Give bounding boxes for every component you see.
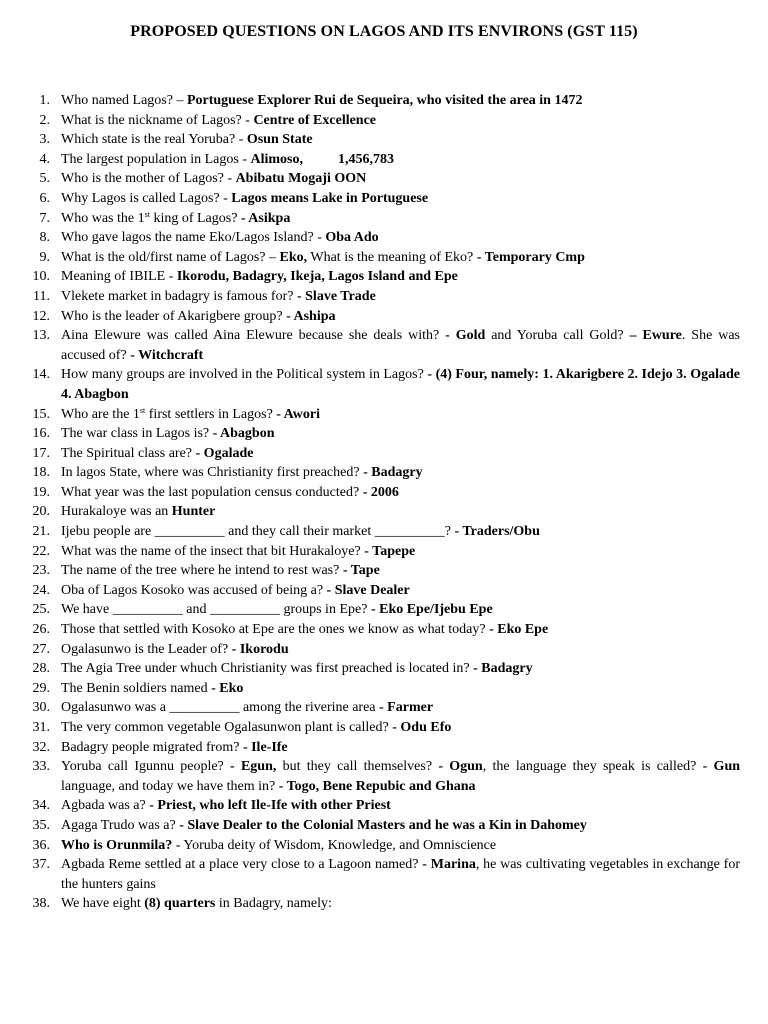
question-text: What is the nickname of Lagos? - xyxy=(61,112,254,128)
question-item xyxy=(0,600,768,620)
question-item xyxy=(0,836,768,856)
question-item xyxy=(0,267,768,287)
question-item xyxy=(0,463,768,483)
answer-text: - Abagbon xyxy=(212,426,275,442)
question-item xyxy=(0,816,768,836)
question-text: Who is the leader of Akarigbere group? xyxy=(61,308,287,324)
question-text: We have eight xyxy=(61,896,145,912)
answer-text: - Badagry xyxy=(363,465,423,481)
question-text: Hurakaloye was an xyxy=(61,504,172,520)
question-item xyxy=(0,855,768,894)
question-item xyxy=(0,640,768,660)
superscript-text: st xyxy=(139,405,146,415)
question-number: 22. xyxy=(32,543,50,559)
question-text: Which state is the real Yoruba? - xyxy=(61,132,247,148)
answer-text: Centre of Excellence xyxy=(253,112,377,128)
question-item xyxy=(0,796,768,816)
question-item xyxy=(0,405,768,425)
question-text: Who gave lagos the name Eko/Lagos Island? - xyxy=(61,230,326,246)
question-item xyxy=(0,111,768,131)
question-number: 12. xyxy=(32,308,50,324)
answer-text: Alimoso, xyxy=(250,151,303,167)
answer-text: - Eko xyxy=(211,680,244,696)
question-number: 9. xyxy=(39,249,50,265)
question-number: 15. xyxy=(32,406,50,422)
question-item xyxy=(0,150,768,170)
question-number: 33. xyxy=(32,759,50,775)
answer-text: - Temporary Cmp xyxy=(476,249,585,265)
answer-text: – Ewure xyxy=(629,328,682,344)
question-text: In lagos State, where was Christianity first preached? xyxy=(61,465,364,481)
question-number: 6. xyxy=(39,190,50,206)
question-text: but they call themselves? xyxy=(276,759,439,775)
question-number: 36. xyxy=(32,837,50,853)
question-number: 8. xyxy=(39,230,50,246)
question-text: Who named Lagos? – xyxy=(61,93,187,108)
question-text: Agaga Trudo was a? xyxy=(61,817,180,833)
question-text: Badagry people migrated from? xyxy=(61,739,243,755)
answer-text: 1,456,783 xyxy=(337,151,394,167)
question-number: 24. xyxy=(32,582,50,598)
question-text: first settlers in Lagos? xyxy=(145,406,277,422)
question-number: 3. xyxy=(39,132,50,148)
answer-text: Lagos means Lake in Portuguese xyxy=(231,190,429,206)
question-item xyxy=(0,326,768,365)
question-text: What is the old/first name of Lagos? – xyxy=(61,249,280,265)
question-item xyxy=(0,738,768,758)
question-number: 34. xyxy=(32,798,50,814)
answer-text: - Slave Trade xyxy=(296,288,376,304)
question-number: 31. xyxy=(32,720,50,735)
question-text: Who are the 1 xyxy=(61,406,140,422)
question-number: 27. xyxy=(32,641,50,657)
question-text xyxy=(303,152,338,167)
answer-text: - Ogalade xyxy=(195,445,254,461)
answer-text: - Tapepe xyxy=(364,543,416,559)
question-text: Meaning of IBILE - xyxy=(61,269,177,285)
question-item xyxy=(0,209,768,229)
answer-text: Abibatu Mogaji OON xyxy=(235,171,367,187)
question-number: 23. xyxy=(32,563,50,579)
answer-text: - Slave Dealer xyxy=(326,582,410,598)
question-item xyxy=(0,894,768,914)
answer-text: Eko, xyxy=(279,249,308,265)
question-text: Who is the mother of Lagos? - xyxy=(61,171,236,187)
question-text: The Benin soldiers named xyxy=(61,680,212,696)
answer-text: - Awori xyxy=(276,406,320,422)
page-title: PROPOSED QUESTIONS ON LAGOS AND ITS ENVIRONS (GST 115) xyxy=(130,23,638,40)
question-number: 1. xyxy=(39,93,50,108)
question-text: king of Lagos? xyxy=(149,210,241,226)
question-text: Ijebu people are __________ and they call their market __________? xyxy=(61,524,455,540)
question-item xyxy=(0,561,768,581)
question-number: 18. xyxy=(32,465,50,481)
question-number: 29. xyxy=(32,680,50,696)
answer-text: Hunter xyxy=(171,504,216,520)
question-text: The Agia Tree under whuch Christianity was first preached is located in? xyxy=(61,661,474,677)
answer-text: - Odu Efo xyxy=(392,720,452,735)
question-number: 11. xyxy=(33,288,50,304)
question-number: 19. xyxy=(32,484,50,500)
answer-text: Oba Ado xyxy=(325,230,379,246)
question-text: Vlekete market in badagry is famous for? xyxy=(61,288,297,304)
answer-text: - 2006 xyxy=(362,484,399,500)
question-number: 26. xyxy=(32,622,50,638)
question-text: The war class in Lagos is? xyxy=(61,426,213,442)
question-item xyxy=(0,581,768,601)
question-number: 5. xyxy=(39,171,50,187)
question-item xyxy=(0,757,768,796)
question-item xyxy=(0,620,768,640)
answer-text: - Witchcraft xyxy=(130,347,204,363)
question-item xyxy=(0,424,768,444)
question-text: We have __________ and __________ groups in Epe? xyxy=(61,602,371,618)
answer-text: - Ogun xyxy=(438,759,483,775)
question-item xyxy=(0,502,768,522)
superscript-text: st xyxy=(144,209,150,219)
question-item xyxy=(0,287,768,307)
question-text: The very common vegetable Ogalasunwon plant is called? xyxy=(61,720,393,735)
question-item xyxy=(0,365,768,404)
question-text: What year was the last population census conducted? xyxy=(61,484,363,500)
question-text: Agbada was a? xyxy=(61,798,150,814)
answer-text: - Gun xyxy=(702,759,741,775)
question-text: What was the name of the insect that bit Hurakaloye? xyxy=(61,543,365,559)
question-item xyxy=(0,444,768,464)
question-number: 21. xyxy=(32,524,50,540)
question-text: What is the meaning of Eko? xyxy=(307,249,477,265)
question-item xyxy=(0,130,768,150)
answer-text: - Egun, xyxy=(230,759,277,775)
question-number: 38. xyxy=(32,896,50,912)
question-item xyxy=(0,91,768,111)
answer-text: Ikorodu, Badagry, Ikeja, Lagos Island and Epe xyxy=(176,269,458,285)
question-text: Why Lagos is called Lagos? - xyxy=(61,190,232,206)
answer-text: - Priest, who left Ile-Ife with other Priest xyxy=(149,798,391,814)
question-text: , he was cultivating vegetables in exchange for the hunters gains xyxy=(61,857,741,892)
question-number: 16. xyxy=(32,426,50,442)
question-item xyxy=(0,679,768,699)
question-number: 7. xyxy=(39,210,50,226)
question-text: The Spiritual class are? xyxy=(61,445,196,461)
answer-text: - Eko Epe/Ijebu Epe xyxy=(370,602,493,618)
question-text: - Yoruba deity of Wisdom, Knowledge, and Omniscience xyxy=(172,837,497,853)
question-number: 2. xyxy=(39,112,50,128)
question-number: 28. xyxy=(32,661,50,677)
question-text: and Yoruba call Gold? xyxy=(485,328,630,344)
question-item xyxy=(0,169,768,189)
answer-text: - Eko Epe xyxy=(489,622,549,638)
answer-text: - Farmer xyxy=(379,700,434,716)
question-item xyxy=(0,248,768,268)
answer-text: - Ile-Ife xyxy=(242,739,288,755)
question-item xyxy=(0,522,768,542)
question-item xyxy=(0,659,768,679)
question-number: 35. xyxy=(32,817,50,833)
question-text: Those that settled with Kosoko at Epe are the ones we know as what today? xyxy=(61,622,490,638)
question-text: Ogalasunwo was a __________ among the riverine area xyxy=(61,700,380,716)
question-text: Who was the 1 xyxy=(61,210,145,226)
question-item xyxy=(0,307,768,327)
answer-text: (8) quarters xyxy=(144,896,216,912)
question-text: Agbada Reme settled at a place very close to a Lagoon named? xyxy=(61,857,423,873)
question-text: language, and today we have them in? xyxy=(61,778,279,794)
answer-text: - Tape xyxy=(342,563,380,579)
answer-text: Portuguese Explorer Rui de Sequeira, who visited the area in 1472 xyxy=(186,93,583,108)
question-text: Yoruba call Igunnu people? xyxy=(61,759,231,775)
question-list xyxy=(0,91,768,914)
question-item xyxy=(0,228,768,248)
answer-text: - Gold xyxy=(445,328,486,344)
question-item xyxy=(0,189,768,209)
answer-text: - Ikorodu xyxy=(231,641,289,657)
question-item xyxy=(0,718,768,738)
question-text: . She was accused of? xyxy=(61,328,740,363)
answer-text: - Traders/Obu xyxy=(454,524,540,540)
question-number: 25. xyxy=(32,602,50,618)
question-text: Aina Elewure was called Aina Elewure because she deals with? xyxy=(61,328,446,344)
answer-text: - Badagry xyxy=(473,661,533,677)
question-item xyxy=(0,542,768,562)
answer-text: - (4) Four, namely: 1. Akarigbere 2. Idejo 3. Ogalade 4. Abagbon xyxy=(61,367,740,402)
question-item xyxy=(0,483,768,503)
answer-text: - Ashipa xyxy=(286,308,336,324)
answer-text: Who is Orunmila? xyxy=(61,837,173,853)
question-text: in Badagry, namely: xyxy=(215,896,332,912)
question-number: 20. xyxy=(32,504,50,520)
question-number: 30. xyxy=(32,700,50,716)
answer-text: - Asikpa xyxy=(240,210,291,226)
answer-text: - Marina xyxy=(422,857,476,873)
question-item xyxy=(0,698,768,718)
question-text: The name of the tree where he intend to rest was? xyxy=(61,563,343,579)
question-number: 4. xyxy=(39,151,50,167)
question-number: 13. xyxy=(32,328,50,344)
question-number: 32. xyxy=(32,739,50,755)
question-text: , the language they speak is called? xyxy=(482,759,703,775)
question-text: How many groups are involved in the Political system in Lagos? xyxy=(61,367,428,383)
question-text: The largest population in Lagos - xyxy=(61,151,251,167)
question-number: 10. xyxy=(32,269,50,285)
question-number: 17. xyxy=(32,445,50,461)
question-number: 37. xyxy=(32,857,50,873)
question-number: 14. xyxy=(32,367,50,383)
answer-text: Osun State xyxy=(246,132,313,148)
question-text: Ogalasunwo is the Leader of? xyxy=(61,641,232,657)
answer-text: - Togo, Bene Repubic and Ghana xyxy=(278,778,476,794)
question-text: Oba of Lagos Kosoko was accused of being a? xyxy=(61,582,327,598)
answer-text: - Slave Dealer to the Colonial Masters and he was a Kin in Dahomey xyxy=(179,817,587,833)
